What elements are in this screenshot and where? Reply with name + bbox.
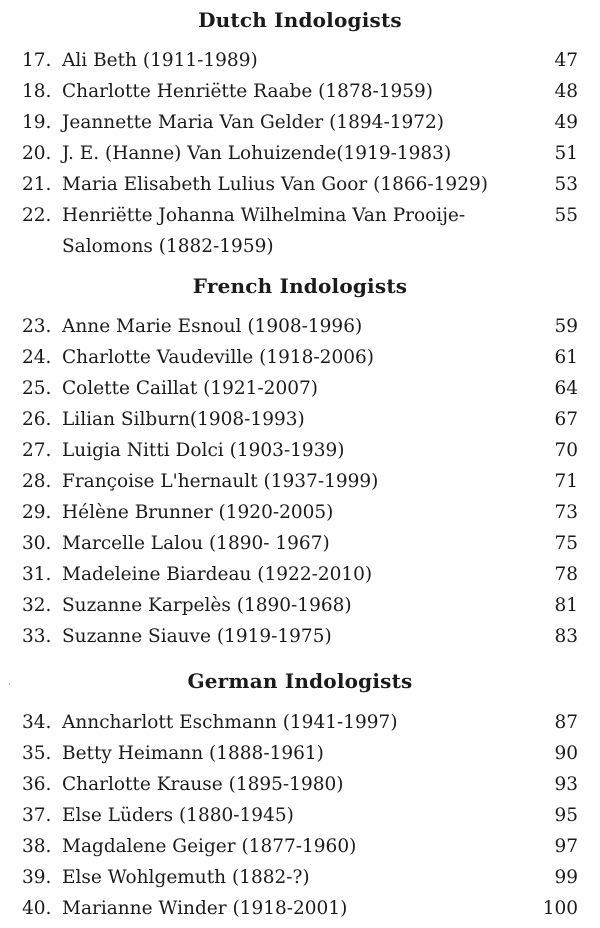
entry-page-number: 55	[554, 205, 578, 226]
entry-title: Henriëtte Johanna Wilhelmina Van Prooije-Salomons (1882-1959)	[62, 205, 466, 257]
entry-page-number: 53	[554, 174, 578, 195]
entry-page-number: 61	[554, 347, 578, 368]
entry-page-number: 75	[554, 533, 578, 554]
entry-title: Charlotte Krause (1895-1980)	[62, 774, 344, 795]
entry-title: Marianne Winder (1918-2001)	[62, 898, 348, 919]
entry-number: 30.	[22, 533, 52, 554]
scan-speck	[9, 683, 10, 685]
entry-title: Madeleine Biardeau (1922-2010)	[62, 564, 373, 585]
entry-number: 28.	[22, 471, 52, 492]
entry-number: 23.	[22, 316, 52, 337]
entry-page-number: 81	[554, 595, 578, 616]
entry-page-number: 59	[554, 316, 578, 337]
entry-title: Charlotte Henriëtte Raabe (1878-1959)	[62, 81, 434, 102]
entry-page-number: 93	[554, 774, 578, 795]
entry-page-number: 90	[554, 743, 578, 764]
entry-page-number: 73	[554, 502, 578, 523]
section-heading-dutch: Dutch Indologists	[198, 8, 402, 32]
entry-number: 24.	[22, 347, 52, 368]
entry-page-number: 70	[554, 440, 578, 461]
entry-page-number: 78	[554, 564, 578, 585]
entry-page-number: 48	[554, 81, 578, 102]
entry-number: 33.	[22, 626, 52, 647]
section-heading-french: French Indologists	[192, 274, 408, 298]
entry-number: 20.	[22, 143, 52, 164]
entry-title: Ali Beth (1911-1989)	[62, 50, 258, 71]
entry-page-number: 64	[554, 378, 578, 399]
entry-number: 21.	[22, 174, 52, 195]
entry-title: Suzanne Karpelès (1890-1968)	[62, 595, 352, 616]
entry-title: Jeannette Maria Van Gelder (1894-1972)	[62, 112, 445, 133]
entry-number: 22.	[22, 205, 52, 226]
entry-number: 18.	[22, 81, 52, 102]
entry-page-number: 47	[554, 50, 578, 71]
entry-number: 34.	[22, 712, 52, 733]
entry-page-number: 87	[554, 712, 578, 733]
entry-title: Luigia Nitti Dolci (1903-1939)	[62, 440, 345, 461]
entry-number: 32.	[22, 595, 52, 616]
section-heading-german: German Indologists	[187, 669, 413, 693]
entry-page-number: 67	[554, 409, 578, 430]
entry-title: J. E. (Hanne) Van Lohuizende(1919-1983)	[62, 143, 452, 164]
entry-title: Suzanne Siauve (1919-1975)	[62, 626, 332, 647]
entry-number: 25.	[22, 378, 52, 399]
entry-title: Maria Elisabeth Lulius Van Goor (1866-1929)	[62, 174, 488, 195]
entry-page-number: 49	[554, 112, 578, 133]
entry-number: 37.	[22, 805, 52, 826]
entry-page-number: 95	[554, 805, 578, 826]
entry-title: Hélène Brunner (1920-2005)	[62, 502, 334, 523]
entry-title: Anncharlott Eschmann (1941-1997)	[62, 712, 398, 733]
entry-title: Charlotte Vaudeville (1918-2006)	[62, 347, 374, 368]
entry-number: 39.	[22, 867, 52, 888]
entry-title: Marcelle Lalou (1890- 1967)	[62, 533, 330, 554]
entry-title: Else Lüders (1880-1945)	[62, 805, 294, 826]
entry-number: 40.	[22, 898, 52, 919]
entry-page-number: 99	[554, 867, 578, 888]
entry-title: Else Wohlgemuth (1882-?)	[62, 867, 310, 888]
entry-title: Anne Marie Esnoul (1908-1996)	[62, 316, 363, 337]
entry-page-number: 51	[554, 143, 578, 164]
entry-number: 38.	[22, 836, 52, 857]
entry-page-number: 97	[554, 836, 578, 857]
entry-title: Colette Caillat (1921-2007)	[62, 378, 318, 399]
entry-number: 36.	[22, 774, 52, 795]
entry-page-number: 71	[554, 471, 578, 492]
entry-page-number: 83	[554, 626, 578, 647]
entry-number: 17.	[22, 50, 52, 71]
entry-title: Lilian Silburn(1908-1993)	[62, 409, 305, 430]
entry-number: 19.	[22, 112, 52, 133]
entry-title: Magdalene Geiger (1877-1960)	[62, 836, 357, 857]
entry-number: 35.	[22, 743, 52, 764]
entry-title: Betty Heimann (1888-1961)	[62, 743, 324, 764]
entry-page-number: 100	[542, 898, 578, 919]
entry-number: 26.	[22, 409, 52, 430]
entry-number: 31.	[22, 564, 52, 585]
entry-number: 29.	[22, 502, 52, 523]
entry-title: Françoise L'hernault (1937-1999)	[62, 471, 379, 492]
entry-number: 27.	[22, 440, 52, 461]
